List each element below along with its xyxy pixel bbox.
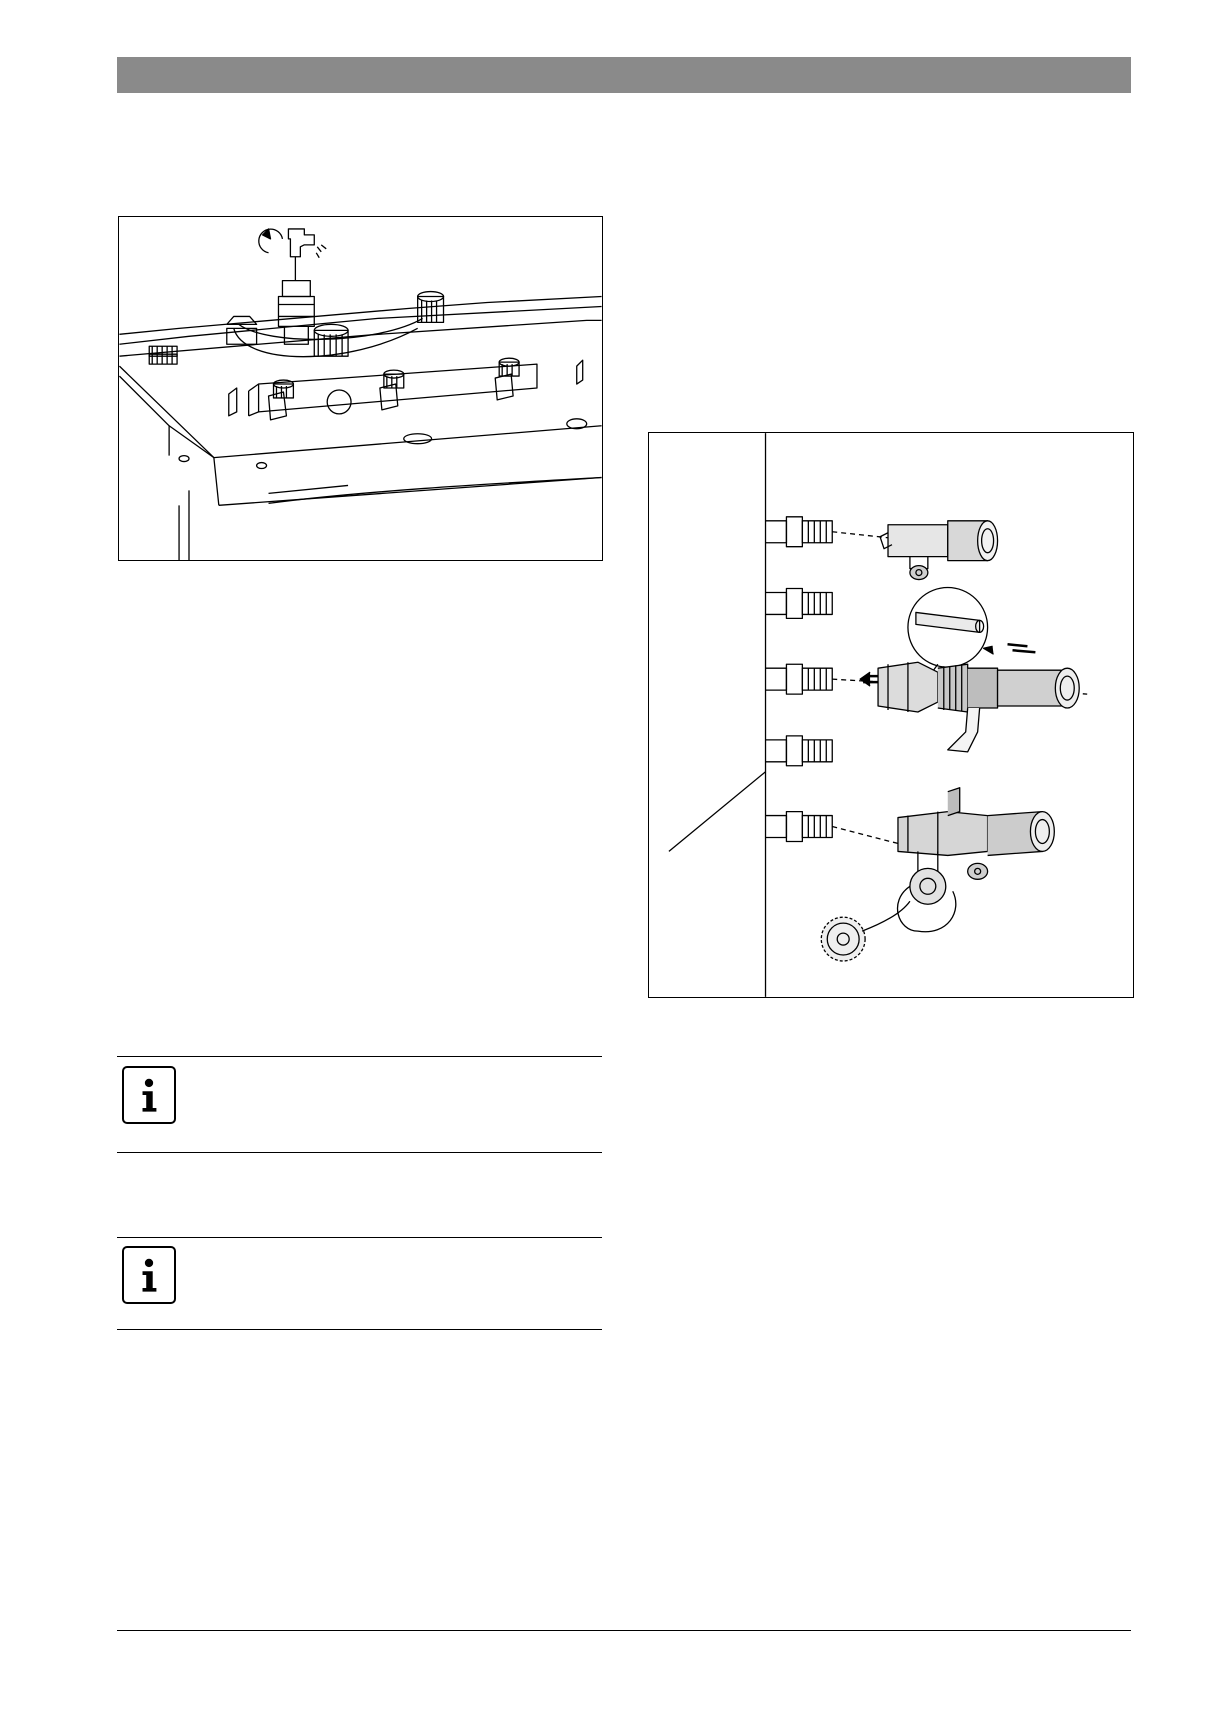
info-icon <box>122 1246 176 1304</box>
figure-service-valves <box>648 432 1134 998</box>
pipe-stubs <box>766 517 833 842</box>
footer-rule <box>117 1630 1131 1631</box>
note-rule-bottom <box>117 1329 602 1330</box>
info-icon <box>122 1066 176 1124</box>
header-bar <box>117 57 1131 93</box>
note-rule-top <box>117 1056 602 1057</box>
note-rule-top <box>117 1237 602 1238</box>
figure-boiler-connections <box>118 216 603 561</box>
tap-rotate-icon <box>259 229 326 281</box>
note-rule-bottom <box>117 1152 602 1153</box>
